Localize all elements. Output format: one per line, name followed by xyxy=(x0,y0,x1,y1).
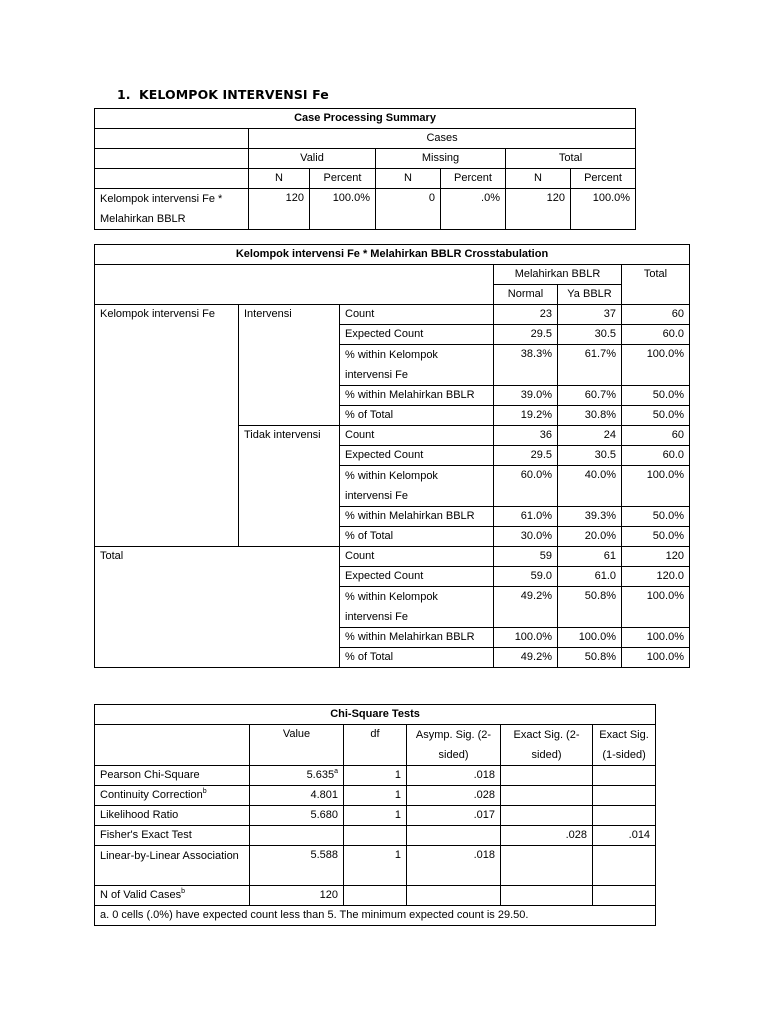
table-row xyxy=(95,886,656,906)
cell: 61 xyxy=(558,547,622,567)
stat-label: Count xyxy=(340,426,494,446)
cell: .0% xyxy=(441,189,506,230)
cell: 30.0% xyxy=(494,527,558,547)
subheader: N xyxy=(376,169,441,189)
cell: .028 xyxy=(407,786,501,806)
col-total-header: Total xyxy=(622,265,690,305)
cell: 50.0% xyxy=(622,386,690,406)
table-title: Chi-Square Tests xyxy=(95,705,656,725)
cell: .014 xyxy=(593,826,656,846)
col-header: Exact Sig. (2-sided) xyxy=(501,725,593,766)
cell xyxy=(407,886,501,906)
cell: 60.7% xyxy=(558,386,622,406)
row-label: N of Valid Cases$^b$ xyxy=(95,886,250,906)
cell: 100.0% xyxy=(310,189,376,230)
cell: 1 xyxy=(344,766,407,786)
cell: 30.5 xyxy=(558,446,622,466)
cell: 59 xyxy=(494,547,558,567)
cell: 19.2% xyxy=(494,406,558,426)
cell: 50.0% xyxy=(622,527,690,547)
case-processing-summary-table xyxy=(94,108,636,230)
cell: 120 xyxy=(506,189,571,230)
col-header: Normal xyxy=(494,285,558,305)
stat-label: % within Kelompok intervensi Fe xyxy=(340,587,494,628)
table-row xyxy=(95,766,656,786)
cell xyxy=(250,826,344,846)
cell: 120 xyxy=(622,547,690,567)
group-label: Intervensi xyxy=(239,305,340,426)
table-footnote: a. 0 cells (.0%) have expected count less than 5. The minimum expected count is 29.50. xyxy=(95,906,656,926)
stat-label: Count xyxy=(340,547,494,567)
cell: 30.8% xyxy=(558,406,622,426)
col-header: Asymp. Sig. (2-sided) xyxy=(407,725,501,766)
cell: 50.8% xyxy=(558,587,622,628)
row-var-label: Kelompok intervensi Fe xyxy=(95,305,239,547)
footnote-marker: b xyxy=(181,888,186,895)
cell: 100.0% xyxy=(622,648,690,668)
cell: 1 xyxy=(344,846,407,886)
subheader: Percent xyxy=(571,169,636,189)
cell: 100.0% xyxy=(622,628,690,648)
cell xyxy=(407,826,501,846)
group-header: Valid xyxy=(249,149,376,169)
row-label: Continuity Correction$^b$ xyxy=(95,786,250,806)
row-label: Likelihood Ratio xyxy=(95,806,250,826)
cell: 60 xyxy=(622,305,690,325)
stat-label: Expected Count xyxy=(340,446,494,466)
cell: 50.8% xyxy=(558,648,622,668)
section-title: KELOMPOK INTERVENSI Fe xyxy=(139,87,329,102)
cell xyxy=(344,826,407,846)
cell: 30.5 xyxy=(558,325,622,345)
cell xyxy=(501,786,593,806)
cell: 23 xyxy=(494,305,558,325)
crosstab-table xyxy=(94,244,690,668)
section-heading xyxy=(117,87,329,102)
cell: 61.7% xyxy=(558,345,622,386)
col-header: Exact Sig. (1-sided) xyxy=(593,725,656,766)
cell: 49.2% xyxy=(494,587,558,628)
cell: 60.0 xyxy=(622,325,690,345)
stat-label: Expected Count xyxy=(340,325,494,345)
cell: 0 xyxy=(376,189,441,230)
cell xyxy=(593,766,656,786)
cell xyxy=(501,806,593,826)
subheader: N xyxy=(506,169,571,189)
cell: 39.0% xyxy=(494,386,558,406)
cell: 24 xyxy=(558,426,622,446)
cell: 39.3% xyxy=(558,507,622,527)
stat-label: % of Total xyxy=(340,406,494,426)
col-group-header: Melahirkan BBLR xyxy=(494,265,622,285)
cell: 50.0% xyxy=(622,507,690,527)
cell xyxy=(593,806,656,826)
cell: 100.0% xyxy=(558,628,622,648)
cell xyxy=(501,846,593,886)
cell xyxy=(593,846,656,886)
cell: .028 xyxy=(501,826,593,846)
cell: 1 xyxy=(344,806,407,826)
cell: 1 xyxy=(344,786,407,806)
stat-label: % within Melahirkan BBLR xyxy=(340,386,494,406)
stat-label: Expected Count xyxy=(340,567,494,587)
table-row xyxy=(95,806,656,826)
cell: 120 xyxy=(249,189,310,230)
cell: 5.680 xyxy=(250,806,344,826)
cell: 60.0 xyxy=(622,446,690,466)
cell: 50.0% xyxy=(622,406,690,426)
row-label: Linear-by-Linear Association xyxy=(95,846,250,886)
table-row xyxy=(95,846,656,886)
table-row xyxy=(95,547,690,567)
cell: 100.0% xyxy=(622,466,690,507)
subheader: Percent xyxy=(310,169,376,189)
stat-label: % within Kelompok intervensi Fe xyxy=(340,345,494,386)
cell: 29.5 xyxy=(494,446,558,466)
stat-label: % within Kelompok intervensi Fe xyxy=(340,466,494,507)
stat-label: % within Melahirkan BBLR xyxy=(340,507,494,527)
col-header: df xyxy=(344,725,407,766)
cell xyxy=(593,886,656,906)
cell: 60.0% xyxy=(494,466,558,507)
cell: 20.0% xyxy=(558,527,622,547)
cell: 60 xyxy=(622,426,690,446)
stat-label: % of Total xyxy=(340,527,494,547)
cell: 40.0% xyxy=(558,466,622,507)
table-row xyxy=(95,305,690,325)
cell: 100.0% xyxy=(622,587,690,628)
subheader: Percent xyxy=(441,169,506,189)
cell: 38.3% xyxy=(494,345,558,386)
cell: 120.0 xyxy=(622,567,690,587)
cell: 100.0% xyxy=(571,189,636,230)
total-row-label: Total xyxy=(95,547,340,668)
cell xyxy=(593,786,656,806)
table-row xyxy=(95,786,656,806)
row-label: Fisher's Exact Test xyxy=(95,826,250,846)
section-number: 1. xyxy=(117,87,131,102)
stat-label: % of Total xyxy=(340,648,494,668)
cell: 59.0 xyxy=(494,567,558,587)
cell: 61.0% xyxy=(494,507,558,527)
cell: 36 xyxy=(494,426,558,446)
row-label: Pearson Chi-Square xyxy=(95,766,250,786)
cell: 5.588 xyxy=(250,846,344,886)
subheader: N xyxy=(249,169,310,189)
cell: 100.0% xyxy=(494,628,558,648)
group-label: Tidak intervensi xyxy=(239,426,340,547)
cell: .017 xyxy=(407,806,501,826)
cell: 4.801 xyxy=(250,786,344,806)
cell: 61.0 xyxy=(558,567,622,587)
footnote-marker: a xyxy=(334,768,338,775)
cell xyxy=(501,766,593,786)
cell: .018 xyxy=(407,766,501,786)
table-title: Kelompok intervensi Fe * Melahirkan BBLR Crosstabulation xyxy=(95,245,690,265)
stat-label: Count xyxy=(340,305,494,325)
cell xyxy=(501,886,593,906)
row-label: Kelompok intervensi Fe * Melahirkan BBLR xyxy=(95,189,249,230)
table-row xyxy=(95,826,656,846)
cases-header: Cases xyxy=(249,129,636,149)
cell: 49.2% xyxy=(494,648,558,668)
stat-label: % within Melahirkan BBLR xyxy=(340,628,494,648)
cell: 100.0% xyxy=(622,345,690,386)
col-header: Ya BBLR xyxy=(558,285,622,305)
table-title: Case Processing Summary xyxy=(95,109,636,129)
group-header: Missing xyxy=(376,149,506,169)
group-header: Total xyxy=(506,149,636,169)
cell: 5.635$^a$ xyxy=(250,766,344,786)
cell xyxy=(344,886,407,906)
col-header: Value xyxy=(250,725,344,766)
cell: 29.5 xyxy=(494,325,558,345)
cell: 37 xyxy=(558,305,622,325)
cell: 120 xyxy=(250,886,344,906)
footnote-marker: b xyxy=(202,788,207,795)
cell: .018 xyxy=(407,846,501,886)
chi-square-table xyxy=(94,704,656,926)
